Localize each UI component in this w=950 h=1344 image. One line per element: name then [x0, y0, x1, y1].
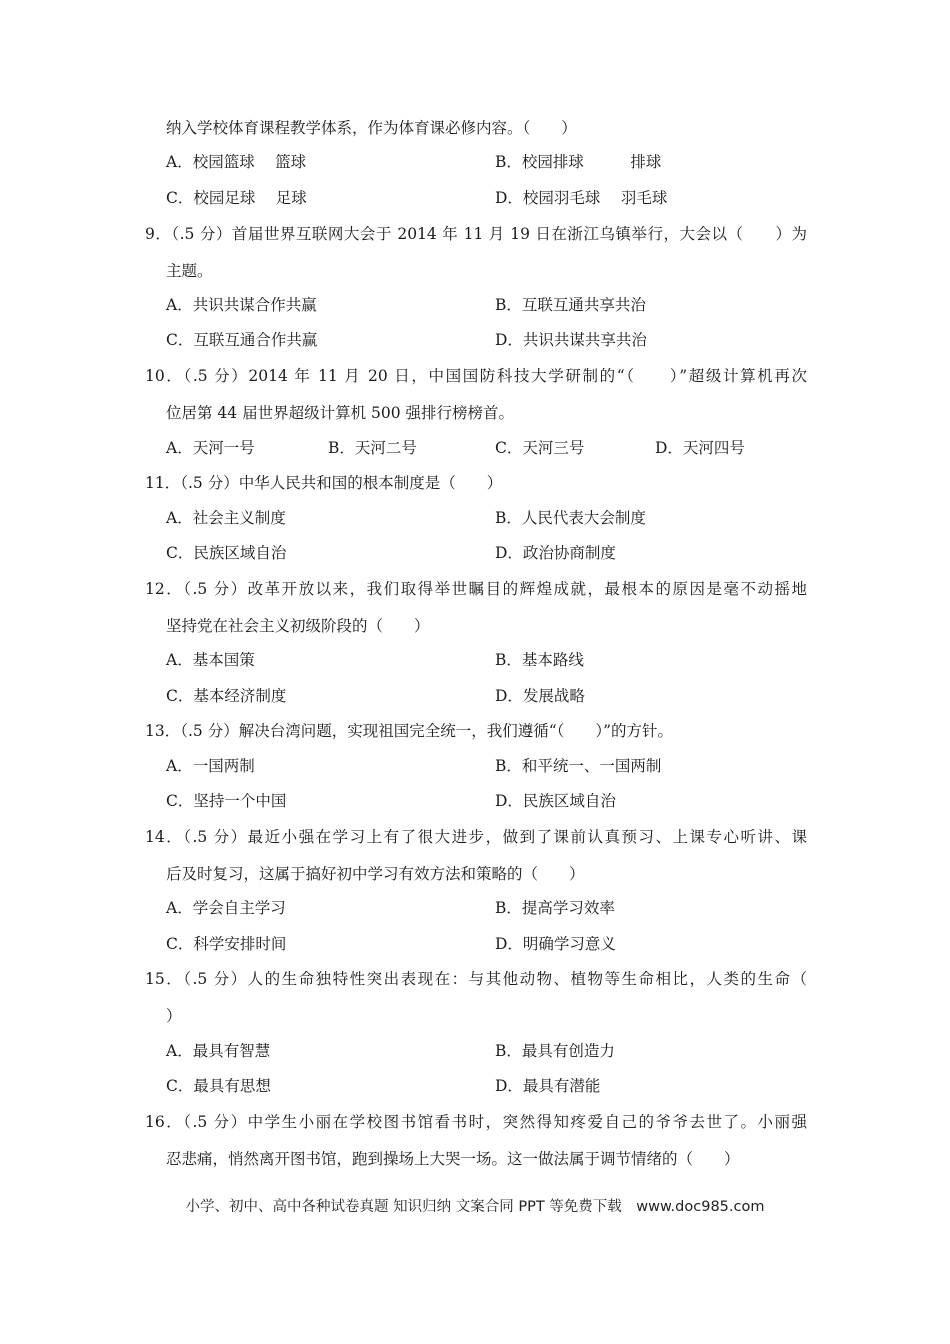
question-9-option-c: C．互联互通合作共赢 [166, 331, 318, 349]
question-10-option-d: D．天河四号 [655, 439, 745, 457]
question-8-option-b: B．校园排球 排球 [495, 153, 662, 171]
question-9-option-d: D．共识共谋共享共治 [495, 331, 647, 349]
question-14-option-d: D．明确学习意义 [495, 935, 616, 953]
question-13-option-b: B．和平统一、一国两制 [495, 757, 662, 775]
question-9-option-a: A．共识共谋合作共赢 [166, 296, 317, 314]
question-13-option-c: C．坚持一个中国 [166, 792, 287, 810]
question-13-stem: 13．（.5 分）解决台湾问题，实现祖国完全统一，我们遵循“（ ）”的方针。 [145, 722, 674, 740]
question-14-option-a: A．学会自主学习 [166, 899, 286, 917]
question-16-continuation: 忍悲痛，悄然离开图书馆，跑到操场上大哭一场。这一做法属于调节情绪的（ ） [166, 1150, 740, 1168]
question-13-option-a: A．一国两制 [166, 757, 255, 775]
question-10-stem: 10．（.5 分）2014 年 11 月 20 日，中国国防科技大学研制的“（ ）”超级计算机再次 [145, 367, 807, 385]
question-12-continuation: 坚持党在社会主义初级阶段的（ ） [166, 617, 430, 635]
question-9-continuation: 主题。 [166, 262, 213, 280]
question-11-option-c: C．民族区域自治 [166, 544, 287, 562]
question-14-option-c: C．科学安排时间 [166, 935, 287, 953]
question-14-stem: 14．（.5 分）最近小强在学习上有了很大进步，做到了课前认真预习、上课专心听讲、课 [145, 828, 807, 846]
question-12-option-c: C．基本经济制度 [166, 687, 287, 705]
question-15-stem: 15．（.5 分）人的生命独特性突出表现在：与其他动物、植物等生命相比，人类的生命（ [145, 970, 807, 988]
question-11-option-b: B．人民代表大会制度 [495, 509, 646, 527]
question-10-option-b: B．天河二号 [328, 439, 417, 457]
question-8-option-c: C．校园足球 足球 [166, 189, 307, 207]
question-12-option-d: D．发展战略 [495, 687, 585, 705]
question-13-option-d: D．民族区域自治 [495, 792, 616, 810]
question-10-option-a: A．天河一号 [166, 439, 255, 457]
question-14-option-b: B．提高学习效率 [495, 899, 615, 917]
question-8-option-d: D．校园羽毛球 羽毛球 [495, 189, 668, 207]
question-12-option-a: A．基本国策 [166, 651, 255, 669]
page-footer: 小学、初中、高中各种试卷真题 知识归纳 文案合同 PPT 等免费下载 www.doc985.com [185, 1199, 765, 1215]
question-8-continuation: 纳入学校体育课程教学体系，作为体育课必修内容。（ ） [166, 119, 577, 137]
question-10-option-c: C．天河三号 [495, 439, 585, 457]
question-15-continuation: ） [166, 1007, 182, 1025]
question-8-option-a: A．校园篮球 篮球 [166, 153, 307, 171]
question-9-stem: 9．（.5 分）首届世界互联网大会于 2014 年 11 月 19 日在浙江乌镇举行，大会以（ ）为 [145, 225, 807, 243]
question-12-stem: 12．（.5 分）改革开放以来，我们取得举世瞩目的辉煌成就，最根本的原因是毫不动摇地 [145, 580, 807, 598]
question-9-option-b: B．互联互通共享共治 [495, 296, 646, 314]
question-14-continuation: 后及时复习，这属于搞好初中学习有效方法和策略的（ ） [166, 865, 585, 883]
question-15-option-c: C．最具有思想 [166, 1077, 271, 1095]
question-15-option-a: A．最具有智慧 [166, 1042, 271, 1060]
question-11-option-a: A．社会主义制度 [166, 509, 286, 527]
question-10-continuation: 位居第 44 届世界超级计算机 500 强排行榜榜首。 [166, 404, 515, 422]
question-12-option-b: B．基本路线 [495, 651, 584, 669]
question-16-stem: 16．（.5 分）中学生小丽在学校图书馆看书时，突然得知疼爱自己的爷爷去世了。小丽强 [145, 1113, 807, 1131]
question-15-option-b: B．最具有创造力 [495, 1042, 615, 1060]
question-11-stem: 11．（.5 分）中华人民共和国的根本制度是（ ） [145, 474, 503, 492]
question-15-option-d: D．最具有潜能 [495, 1077, 601, 1095]
question-11-option-d: D．政治协商制度 [495, 544, 616, 562]
